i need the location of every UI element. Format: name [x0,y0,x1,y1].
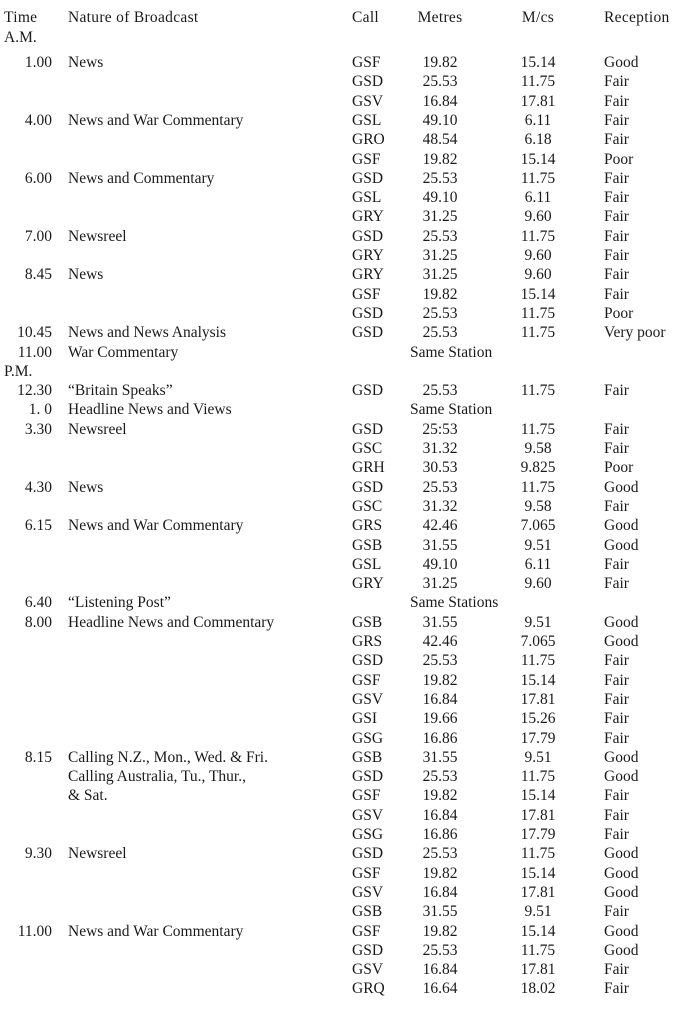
cell-mcs: 9.60 [524,247,552,264]
cell-nature: News and War Commentary [68,517,244,534]
cell-metres: 19.82 [422,865,458,882]
cell-reception: Good [604,749,639,766]
cell-mcs: 15.14 [520,672,556,689]
table-row [0,729,700,748]
cell-mcs: 17.79 [520,730,556,747]
cell-mcs: 9.58 [524,498,552,515]
cell-reception: Fair [604,691,629,708]
cell-time: 8.15 [24,749,52,766]
section-am-label: A.M. [4,29,37,46]
header-call: Call [352,9,380,26]
table-row [0,806,700,825]
table-row [0,458,700,477]
cell-call: GRO [352,131,385,148]
cell-reception: Good [604,845,639,862]
table-row [0,748,700,767]
cell-reception: Fair [604,228,629,245]
table-row [0,960,700,979]
table-row [0,207,700,226]
cell-metres: 25.53 [422,324,458,341]
cell-nature: News and War Commentary [68,112,244,129]
cell-call: GSD [352,324,384,341]
cell-call: GRY [352,247,384,264]
table-row [0,150,700,169]
cell-mcs: 6.11 [524,189,552,206]
table-row [0,979,700,998]
cell-nature: News [68,54,104,71]
table-row [0,671,700,690]
cell-reception: Good [604,768,639,785]
table-row [0,227,700,246]
cell-mcs: 7.065 [520,517,556,534]
cell-call: GSD [352,479,384,496]
cell-call: GSF [352,787,381,804]
header-nature: Nature of Broadcast [68,9,199,26]
cell-reception: Fair [604,208,629,225]
cell-time: 3.30 [24,421,52,438]
cell-call: GSF [352,151,381,168]
cell-call: GSG [352,730,384,747]
table-row [0,285,700,304]
cell-reception: Poor [604,305,634,322]
cell-mcs: 11.75 [520,324,556,341]
cell-time: 9.30 [24,845,52,862]
cell-metres: 16.86 [422,730,458,747]
cell-mcs: 11.75 [520,652,556,669]
cell-metres: 25.53 [422,942,458,959]
cell-metres: 31.25 [422,575,458,592]
cell-mcs: 11.75 [520,421,556,438]
table-row [0,381,700,400]
table-header [0,8,700,27]
header-time: Time [4,9,38,26]
cell-reception: Poor [604,151,634,168]
cell-time: 10.45 [17,324,52,341]
cell-nature: Newsreel [68,228,127,245]
cell-reception: Fair [604,652,629,669]
table-row [0,497,700,516]
header-reception: Reception [604,9,670,26]
cell-mcs: 17.81 [520,93,556,110]
cell-reception: Fair [604,787,629,804]
cell-nature: Calling N.Z., Mon., Wed. & Fri. [68,749,268,766]
table-row [0,574,700,593]
cell-metres: 16.84 [422,807,458,824]
cell-metres: 16.64 [422,980,458,997]
cell-metres: 49.10 [422,112,458,129]
cell-time: 12.30 [17,382,52,399]
cell-call: GSC [352,498,383,515]
cell-call: GSV [352,884,384,901]
cell-mcs: 9.51 [524,537,552,554]
cell-call: GRS [352,517,383,534]
cell-call: GSD [352,170,384,187]
cell-mcs: 11.75 [520,382,556,399]
cell-time: 1. 0 [28,401,52,418]
cell-nature: News and War Commentary [68,923,244,940]
cell-nature: News and News Analysis [68,324,226,341]
cell-mcs: 9.51 [524,903,552,920]
cell-mcs: 17.81 [520,807,556,824]
cell-call: GSB [352,903,383,920]
cell-metres: 19.82 [422,54,458,71]
cell-call: GSD [352,228,384,245]
cell-mcs: 17.81 [520,961,556,978]
cell-reception: Fair [604,286,629,303]
cell-mcs: 18.02 [520,980,556,997]
table-row [0,883,700,902]
cell-time: 8.45 [24,266,52,283]
cell-call: GSG [352,826,384,843]
cell-mcs: 9.60 [524,575,552,592]
cell-nature: News [68,266,104,283]
cell-nature: & Sat. [68,787,108,804]
cell-call: GSD [352,942,384,959]
table-row [0,632,700,651]
table-row [0,613,700,632]
cell-mcs: 15.14 [520,787,556,804]
table-row [0,767,700,786]
table-row [0,690,700,709]
cell-mcs: 11.75 [520,768,556,785]
cell-time: 4.00 [24,112,52,129]
cell-reception: Very poor [604,324,666,341]
cell-mcs: 6.11 [524,556,552,573]
cell-metres: 25.53 [422,768,458,785]
cell-metres: 31.25 [422,266,458,283]
cell-nature: War Commentary [68,344,179,361]
section-pm [0,362,700,381]
cell-call: GSL [352,112,382,129]
cell-nature: “Listening Post” [68,594,171,611]
cell-mcs: 9.60 [524,266,552,283]
cell-metres: 42.46 [422,517,458,534]
table-row [0,400,700,419]
cell-reception: Fair [604,189,629,206]
cell-mcs: 15.14 [520,865,556,882]
cell-nature: Newsreel [68,421,127,438]
cell-metres: 19.82 [422,672,458,689]
cell-metres: 25.53 [422,382,458,399]
cell-metres: 25.53 [422,652,458,669]
cell-call: GSD [352,421,384,438]
cell-call: GSD [352,652,384,669]
cell-call: GSF [352,286,381,303]
cell-time: 7.00 [24,228,52,245]
cell-reception: Fair [604,980,629,997]
cell-metres: 19.66 [422,710,458,727]
cell-call: GSF [352,923,381,940]
table-row [0,304,700,323]
table-row [0,169,700,188]
cell-metres: 16.84 [422,691,458,708]
cell-time: 6.15 [24,517,52,534]
cell-mcs: 15.14 [520,286,556,303]
cell-call: GSL [352,556,382,573]
cell-mcs: 9.825 [520,459,556,476]
cell-mcs: 7.065 [520,633,556,650]
table-row [0,323,700,342]
cell-metres: 25.53 [422,170,458,187]
cell-reception: Poor [604,459,634,476]
cell-call: GRH [352,459,385,476]
cell-mcs: 17.81 [520,691,556,708]
cell-mcs: 9.51 [524,614,552,631]
cell-metres: 16.86 [422,826,458,843]
table-row [0,786,700,805]
cell-mcs: 11.75 [520,228,556,245]
cell-time: 4.30 [24,479,52,496]
cell-call: GRQ [352,980,385,997]
cell-reception: Fair [604,382,629,399]
cell-reception: Fair [604,170,629,187]
cell-call: GRS [352,633,383,650]
table-row [0,516,700,535]
cell-metres: 19.82 [422,286,458,303]
table-row [0,864,700,883]
cell-reception: Good [604,537,639,554]
cell-metres: 42.46 [422,633,458,650]
cell-mcs: 11.75 [520,845,556,862]
table-row [0,825,700,844]
cell-time: 6.40 [24,594,52,611]
cell-time: 1.00 [24,54,52,71]
cell-same-station: Same Station [410,401,493,418]
cell-mcs: 11.75 [520,73,556,90]
cell-reception: Fair [604,807,629,824]
cell-metres: 16.84 [422,961,458,978]
table-row [0,651,700,670]
table-row [0,536,700,555]
cell-metres: 25.53 [422,73,458,90]
cell-metres: 25:53 [422,421,458,438]
cell-reception: Fair [604,575,629,592]
table-row [0,246,700,265]
section-pm-label: P.M. [4,363,33,380]
table-row [0,92,700,111]
table-row [0,439,700,458]
cell-mcs: 17.79 [520,826,556,843]
cell-call: GRY [352,208,384,225]
cell-metres: 25.53 [422,479,458,496]
cell-mcs: 15.26 [520,710,556,727]
cell-call: GSI [352,710,377,727]
cell-metres: 31.55 [422,903,458,920]
cell-mcs: 17.81 [520,884,556,901]
cell-metres: 49.10 [422,556,458,573]
cell-time: 11.00 [17,923,52,940]
cell-metres: 31.55 [422,537,458,554]
cell-metres: 31.25 [422,247,458,264]
cell-nature: “Britain Speaks” [68,382,173,399]
cell-call: GSF [352,54,381,71]
table-row [0,941,700,960]
cell-nature: Headline News and Commentary [68,614,275,631]
cell-call: GSF [352,865,381,882]
table-row [0,72,700,91]
cell-metres: 31.55 [422,614,458,631]
cell-reception: Fair [604,730,629,747]
cell-call: GSB [352,749,383,766]
cell-call: GSV [352,961,384,978]
cell-metres: 19.82 [422,151,458,168]
cell-same-station: Same Stations [410,594,499,611]
cell-reception: Fair [604,93,629,110]
cell-reception: Fair [604,247,629,264]
cell-call: GSV [352,807,384,824]
cell-reception: Fair [604,440,629,457]
cell-reception: Fair [604,131,629,148]
cell-nature: Headline News and Views [68,401,232,418]
cell-metres: 31.55 [422,749,458,766]
cell-reception: Fair [604,903,629,920]
table-row [0,420,700,439]
cell-mcs: 11.75 [520,479,556,496]
cell-reception: Fair [604,498,629,515]
cell-time: 11.00 [17,344,52,361]
cell-call: GSV [352,93,384,110]
cell-reception: Fair [604,266,629,283]
cell-reception: Fair [604,421,629,438]
cell-mcs: 15.14 [520,151,556,168]
table-row [0,709,700,728]
cell-metres: 48.54 [422,131,458,148]
cell-reception: Good [604,517,639,534]
cell-mcs: 9.58 [524,440,552,457]
table-row [0,343,700,362]
cell-nature: Calling Australia, Tu., Thur., [68,768,246,785]
cell-call: GSC [352,440,383,457]
section-am [0,28,700,47]
cell-reception: Good [604,923,639,940]
cell-metres: 31.32 [422,498,458,515]
cell-reception: Good [604,54,639,71]
cell-reception: Good [604,614,639,631]
cell-mcs: 9.51 [524,749,552,766]
cell-nature: Newsreel [68,845,127,862]
cell-reception: Fair [604,73,629,90]
cell-call: GSL [352,189,382,206]
table-row [0,478,700,497]
cell-metres: 49.10 [422,189,458,206]
cell-reception: Fair [604,672,629,689]
table-row [0,265,700,284]
cell-reception: Fair [604,112,629,129]
cell-call: GRY [352,266,384,283]
cell-call: GSD [352,845,384,862]
cell-call: GRY [352,575,384,592]
cell-metres: 25.53 [422,305,458,322]
cell-reception: Good [604,865,639,882]
table-row [0,922,700,941]
cell-reception: Good [604,633,639,650]
cell-metres: 25.53 [422,845,458,862]
cell-metres: 31.32 [422,440,458,457]
cell-metres: 16.84 [422,884,458,901]
cell-mcs: 11.75 [520,170,556,187]
cell-call: GSD [352,73,384,90]
cell-mcs: 6.18 [524,131,552,148]
cell-same-station: Same Station [410,344,493,361]
cell-call: GSD [352,382,384,399]
cell-reception: Good [604,942,639,959]
cell-metres: 30.53 [422,459,458,476]
table-row [0,53,700,72]
cell-mcs: 9.60 [524,208,552,225]
table-row [0,844,700,863]
cell-call: GSB [352,537,383,554]
cell-nature: News and Commentary [68,170,215,187]
cell-call: GSD [352,305,384,322]
cell-reception: Fair [604,961,629,978]
table-row [0,593,700,612]
cell-reception: Fair [604,710,629,727]
cell-call: GSD [352,768,384,785]
table-row [0,130,700,149]
cell-call: GSF [352,672,381,689]
cell-metres: 25.53 [422,228,458,245]
cell-mcs: 11.75 [520,305,556,322]
header-metres: Metres [417,9,463,26]
cell-reception: Good [604,884,639,901]
table-row [0,555,700,574]
cell-reception: Good [604,479,639,496]
cell-reception: Fair [604,556,629,573]
cell-call: GSV [352,691,384,708]
cell-mcs: 6.11 [524,112,552,129]
cell-reception: Fair [604,826,629,843]
cell-nature: News [68,479,104,496]
cell-metres: 19.82 [422,787,458,804]
cell-mcs: 11.75 [520,942,556,959]
header-mcs: M/cs [521,9,555,26]
cell-call: GSB [352,614,383,631]
cell-metres: 31.25 [422,208,458,225]
cell-mcs: 15.14 [520,923,556,940]
cell-metres: 19.82 [422,923,458,940]
table-row [0,902,700,921]
table-row [0,188,700,207]
table-row [0,111,700,130]
cell-metres: 16.84 [422,93,458,110]
cell-mcs: 15.14 [520,54,556,71]
cell-time: 8.00 [24,614,52,631]
cell-time: 6.00 [24,170,52,187]
